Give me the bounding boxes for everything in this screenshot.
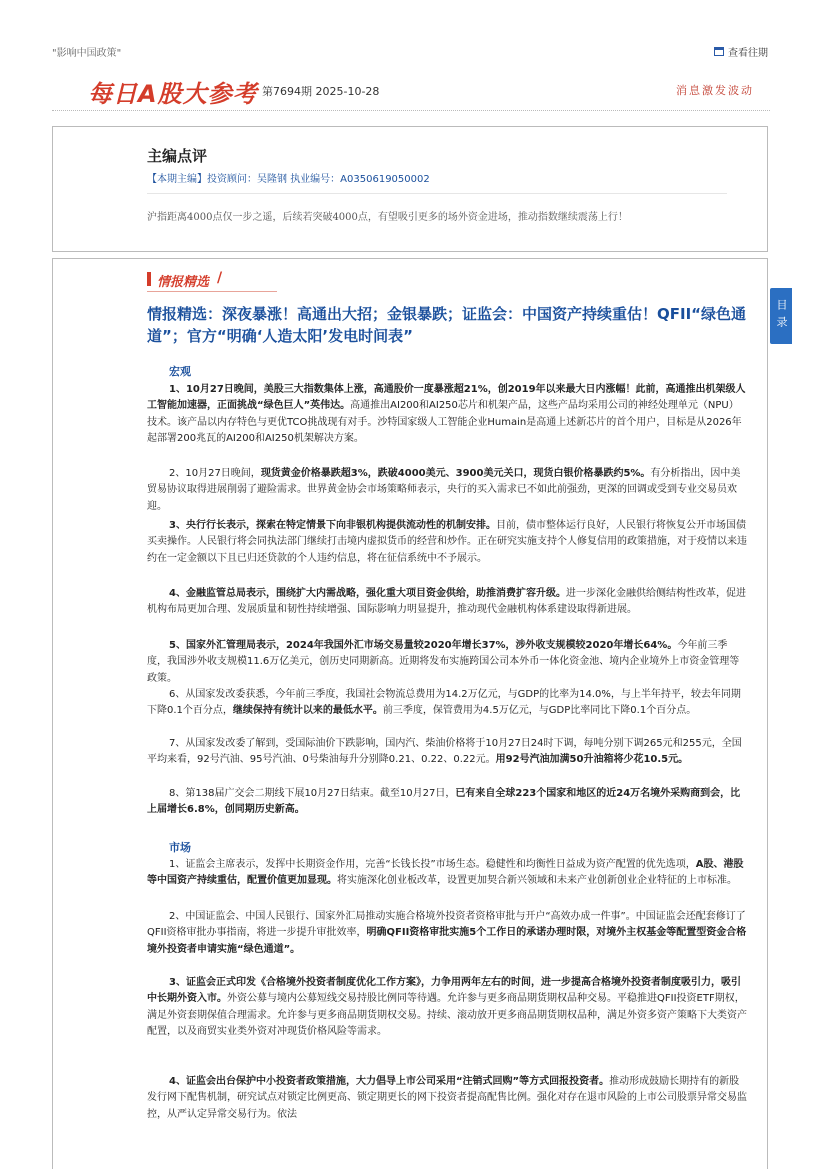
market-paragraph <box>147 909 747 958</box>
paragraph-text: 7、从国家发改委了解到，受国际油价下跌影响，国内汽、柴油价格将于10月27日24时下调，每吨分别下调265元和255元，全国平均来看，92号汽油、95号汽油、0号柴油每升分别降0.21、0.22、0.22元。 <box>147 738 742 766</box>
paragraph-highlight: 1、10月27日晚间，美股三大指数集体上涨，高通股价一度暴涨超21%，创2019年以来最大日内涨幅！此前，高通推出机架级人工智能加速器，正面挑战“绿色巨人”英伟达。 <box>147 384 746 412</box>
masthead <box>52 70 770 111</box>
brand-logo: 每日A股大参考 <box>88 80 258 108</box>
paragraph-text: 前三季度，保管费用为4.5万亿元，与GDP比率同比下降0.1个百分点。 <box>382 705 697 717</box>
paragraph-highlight: 已有来自全球223个国家和地区的近24万名境外采购商到会，比上届增长6.8%，创同期历史新高。 <box>147 788 741 816</box>
toc-button[interactable]: 目录 <box>770 288 792 344</box>
history-label: 查看往期 <box>728 48 768 59</box>
macro-paragraph <box>147 466 747 515</box>
macro-paragraph <box>147 586 747 619</box>
paragraph-highlight: 4、金融监管总局表示，围绕扩大内需战略，强化重大项目资金供给，助推消费扩容升级。 <box>169 588 566 599</box>
macro-paragraph <box>147 786 747 819</box>
top-bar <box>0 0 826 60</box>
paragraph-highlight: 3、证监会正式印发《合格境外投资者制度优化工作方案》，力争用两年左右的时间，进一步提高合格境外投资者制度吸引力，吸引中长期外资入市。 <box>147 977 741 1005</box>
paragraph-text: 今年前三季度，我国涉外收支规模11.6万亿美元，创历史同期新高。近期将发布实施跨国公司本外币一体化资金池、境内企业境外上市资金管理等政策。 <box>147 640 740 684</box>
macro-paragraph <box>147 518 747 567</box>
section-label: 情报精选 <box>157 275 210 290</box>
calendar-icon <box>714 47 724 56</box>
paragraph-text: 2、10月27日晚间， <box>169 468 261 479</box>
intel-box <box>52 258 768 1169</box>
paragraph-text: 目前，债市整体运行良好，人民银行将恢复公开市场国债买卖操作。人民银行将会同执法部门继续打击境内虚拟货币的经营和炒作。正在研究实施支持个人修复信用的政策措施，对于疫情以来违约在一定金额以下且已归还贷款的个人违约信息，将在征信系统中不予展示。 <box>147 520 747 564</box>
slash-icon: / <box>217 270 223 286</box>
editor-line: 【本期主编】投资顾问：吴隆钢 执业编号：A0350619050002 <box>147 174 430 185</box>
headline: 情报精选：深夜暴涨！高通出大招；金银暴跌；证监会：中国资产持续重估！QFII“绿色通道”；官方“明确‘人造太阳’发电时间表” <box>147 305 747 345</box>
editorial-title: 主编点评 <box>147 147 208 165</box>
section-title <box>147 269 277 292</box>
slogan: "影响中国政策" <box>52 48 122 59</box>
paragraph-text: 1、证监会主席表示，发挥中长期资金作用，完善“长钱长投”市场生态。稳健性和均衡性日益成为资产配置的优先选项， <box>169 859 696 870</box>
paragraph-highlight: 继续保持有统计以来的最低水平。 <box>232 705 383 717</box>
history-link[interactable] <box>714 44 768 59</box>
tagline: 消息激发波动 <box>676 84 754 97</box>
paragraph-highlight: 明确QFII资格审批实施5个工作日的承诺办理时限，对境外主权基金等配置型资金合格境外投资者申请实施“绿色通道”。 <box>147 927 747 955</box>
paragraph-highlight: 现货黄金价格暴跌超3%，跌破4000美元、3900美元关口，现货白银价格暴跌约5%。 <box>260 468 651 479</box>
editorial-comment: 沪指距离4000点仅一步之遥，后续若突破4000点，有望吸引更多的场外资金进场，推动指数继续震荡上行！ <box>147 212 628 223</box>
paragraph-text: 推动形成鼓励长期持有的新股发行网下配售机制，研究试点对锁定比例更高、锁定期更长的网下投资者提高配售比例。强化对存在退市风险的上市公司股票异常交易监控，从严认定异常交易行为。依法 <box>147 1076 747 1120</box>
paragraph-text: 外资公募与境内公募短线交易持股比例同等待遇。允许参与更多商品期货期权品种交易。平稳推进QFII投资ETF期权，满足外资套期保值合理需求。允许参与更多商品期货期权交易。持续、滚动放开更多商品期货期权品种，满足外资多资产策略下大类资产配置，以及商贸实业类外资对冲现货价格风险等需求。 <box>147 993 747 1037</box>
paragraph-highlight: 用92号汽油加满50升油箱将少花10.5元。 <box>495 754 689 766</box>
market-label: 市场 <box>169 841 191 854</box>
market-paragraph <box>147 857 747 890</box>
macro-label: 宏观 <box>169 365 191 378</box>
paragraph-highlight: A股、港股等中国资产持续重估，配置价值更加显现。 <box>147 859 744 887</box>
paragraph-text: 进一步深化金融供给侧结构性改革，促进机构布局更加合理、发展质量和韧性持续增强、国际影响力明显提升，推动现代金融机构体系建设取得新进展。 <box>147 588 746 616</box>
issue-info: 第7694期 2025-10-28 <box>262 85 380 98</box>
macro-paragraph <box>147 687 747 720</box>
macro-paragraph <box>147 382 747 447</box>
paragraph-text: 8、第138届广交会二期线下展10月27日结束。截至10月27日， <box>169 788 456 799</box>
paragraph-text: 将实施深化创业板改革，设置更加契合新兴领域和未来产业创新创业企业特征的上市标准。 <box>337 875 737 887</box>
paragraph-text: 有分析指出，因中美贸易协议取得进展削弱了避险需求。世界黄金协会市场策略师表示，央行的买入需求已不如此前强劲，更深的回调或受到专业交易员欢迎。 <box>147 468 741 512</box>
paragraph-highlight: 5、国家外汇管理局表示，2024年我国外汇市场交易量较2020年增长37%，涉外收支规模较2020年增长64%。 <box>169 640 678 651</box>
market-paragraph <box>147 1074 747 1123</box>
macro-paragraph <box>147 638 747 687</box>
macro-paragraph <box>147 736 747 769</box>
paragraph-text: 6、从国家发改委获悉，今年前三季度，我国社会物流总费用为14.2万亿元，与GDP的比率为14.0%，与上半年持平，较去年同期下降0.1个百分点， <box>147 689 741 717</box>
divider <box>147 193 727 194</box>
editorial-box <box>52 126 768 252</box>
paragraph-highlight: 4、证监会出台保护中小投资者政策措施，大力倡导上市公司采用“注销式回购”等方式回报投资者。 <box>169 1076 610 1087</box>
section-bar-icon <box>147 272 151 286</box>
paragraph-highlight: 3、央行行长表示，探索在特定情景下向非银机构提供流动性的机制安排。 <box>169 520 496 531</box>
market-paragraph <box>147 975 747 1040</box>
paragraph-text: 2、中国证监会、中国人民银行、国家外汇局推动实施合格境外投资者资格审批与开户“高效办成一件事”。中国证监会还配套修订了QFII资格审批办事指南，将进一步提升审批效率， <box>147 911 746 939</box>
paragraph-text: 高通推出AI200和AI250芯片和机架产品，这些产品均采用公司的神经处理单元（NPU）技术。该产品以内存特色与更优TCO挑战现有对手。沙特国家级人工智能企业Humain是高通上述新芯片的首个用户，目标是从2026年起部署200兆瓦的AI200和AI250机架解决方案。 <box>147 400 742 444</box>
